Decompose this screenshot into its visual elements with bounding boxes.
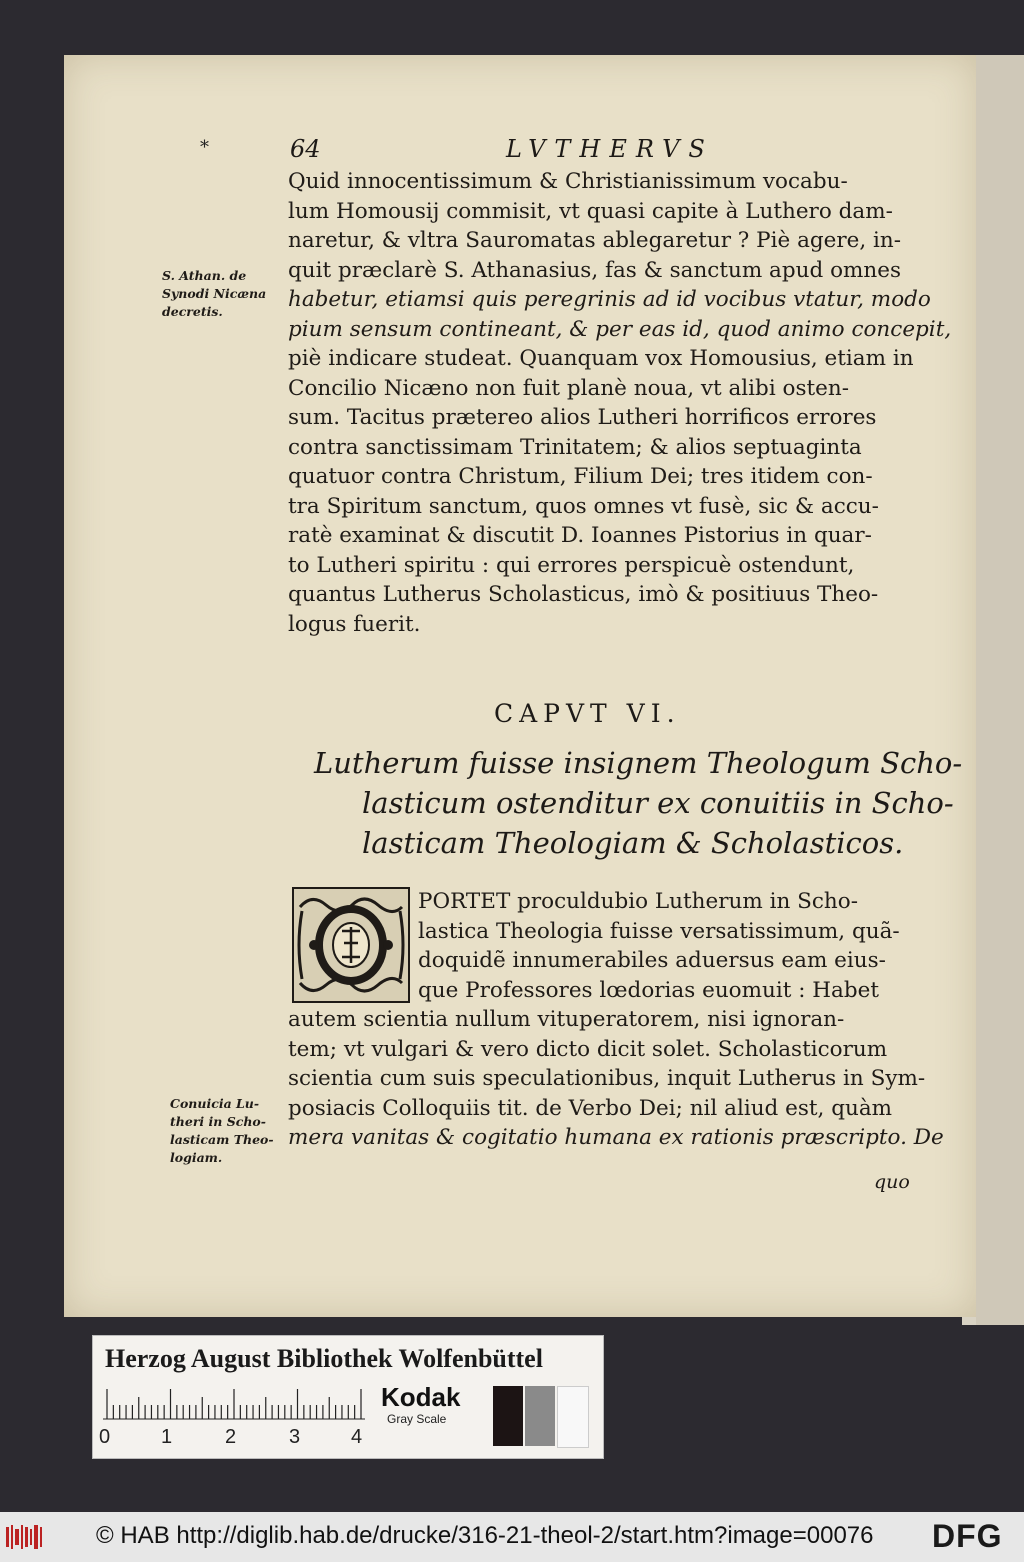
measuring-ruler — [103, 1386, 365, 1420]
swatch-black — [493, 1386, 523, 1446]
copyright-url[interactable]: © HAB http://diglib.hab.de/drucke/316-21-theol-2/start.htm?image=00076 — [96, 1522, 874, 1549]
library-name: Herzog August Bibliothek Wolfenbüttel — [105, 1344, 543, 1373]
barcode-icon — [6, 1523, 46, 1551]
page-number: 64 — [290, 135, 321, 163]
swatch-gray — [525, 1386, 555, 1446]
color-scale-card — [92, 1335, 604, 1459]
swatch-white — [557, 1386, 589, 1448]
dfg-logo: DFG — [932, 1518, 1003, 1554]
margin-note-athanasius: S. Athan. de Synodi Nicæna decretis. — [162, 268, 267, 319]
body-paragraph-1: Quid innocentissimum & Christianissimum vocabu- lum Homousij commisit, vt quasi capite à Luthero dam- naretur, & vltra Sauromatas ablegaretur ? Piè agere, in- quit præclarè S. Athanasius, fas & sanctum apud omnes habetur, etiamsi quis peregrinis ad id vocibus vtatur, modo pium sensum contineant, & per eas id, quod animo concepit, piè indicare studeat. Quanquam vox Homousius, etiam in Concilio Nicæno non fuit planè noua, vt alibi osten- sum. Tacitus prætereo alios Lutheri horrificos errores contra sanctissimam Trinitatem; & alios septuaginta quatuor contra Christum, Filium Dei; tres itidem con- tra Spiritum sanctum, quos omnes vt fusè, sic & accu- ratè examinat & discutit D. Ioannes Pistorius in quar- to Lutheri spiritu : qui errores perspicuè ostendunt, quantus Lutherus Scholasticus, imò & positiuus Theo- logus fuerit. — [288, 169, 952, 637]
catchword: quo — [874, 1171, 910, 1193]
body-paragraph-2: PORTET proculdubio Lutherum in Scho- lastica Theologia fuisse versatissimum, quã- doquidẽ innumerabiles aduersus eam eius- que Professores lœdorias euomuit : Habet autem scientia nullum vituperatorem, nisi ignoran- tem; vt vulgari & vero dicto dicit solet. Scholasticorum scientia cum suis speculationibus, inquit Lutherus in Sym- posiacis Colloquiis tit. de Verbo Dei; nil aliud est, quàm mera vanitas & cogitatio humana ex rationis præscripto. De — [288, 889, 944, 1150]
margin-note-conuicia: Conuicia Lu- theri in Scho- lasticam Theo- logiam. — [170, 1096, 274, 1165]
chapter-title: CAPVT VI. — [494, 699, 681, 728]
page-marker: * — [200, 137, 209, 158]
kodak-label: Kodak — [381, 1382, 461, 1412]
chapter-subtitle: Lutherum fuisse insignem Theologum Scho- lasticum ostenditur ex conuitiis in Scho- lasticam Theologiam & Scholasticos. — [314, 746, 963, 860]
running-head: LVTHERVS — [506, 135, 714, 163]
grayscale-label: Gray Scale — [387, 1412, 447, 1426]
book-page — [64, 55, 976, 1317]
ruler-numbers: 0 1 2 3 4 — [99, 1426, 363, 1448]
bottom-bar — [0, 1512, 1024, 1562]
